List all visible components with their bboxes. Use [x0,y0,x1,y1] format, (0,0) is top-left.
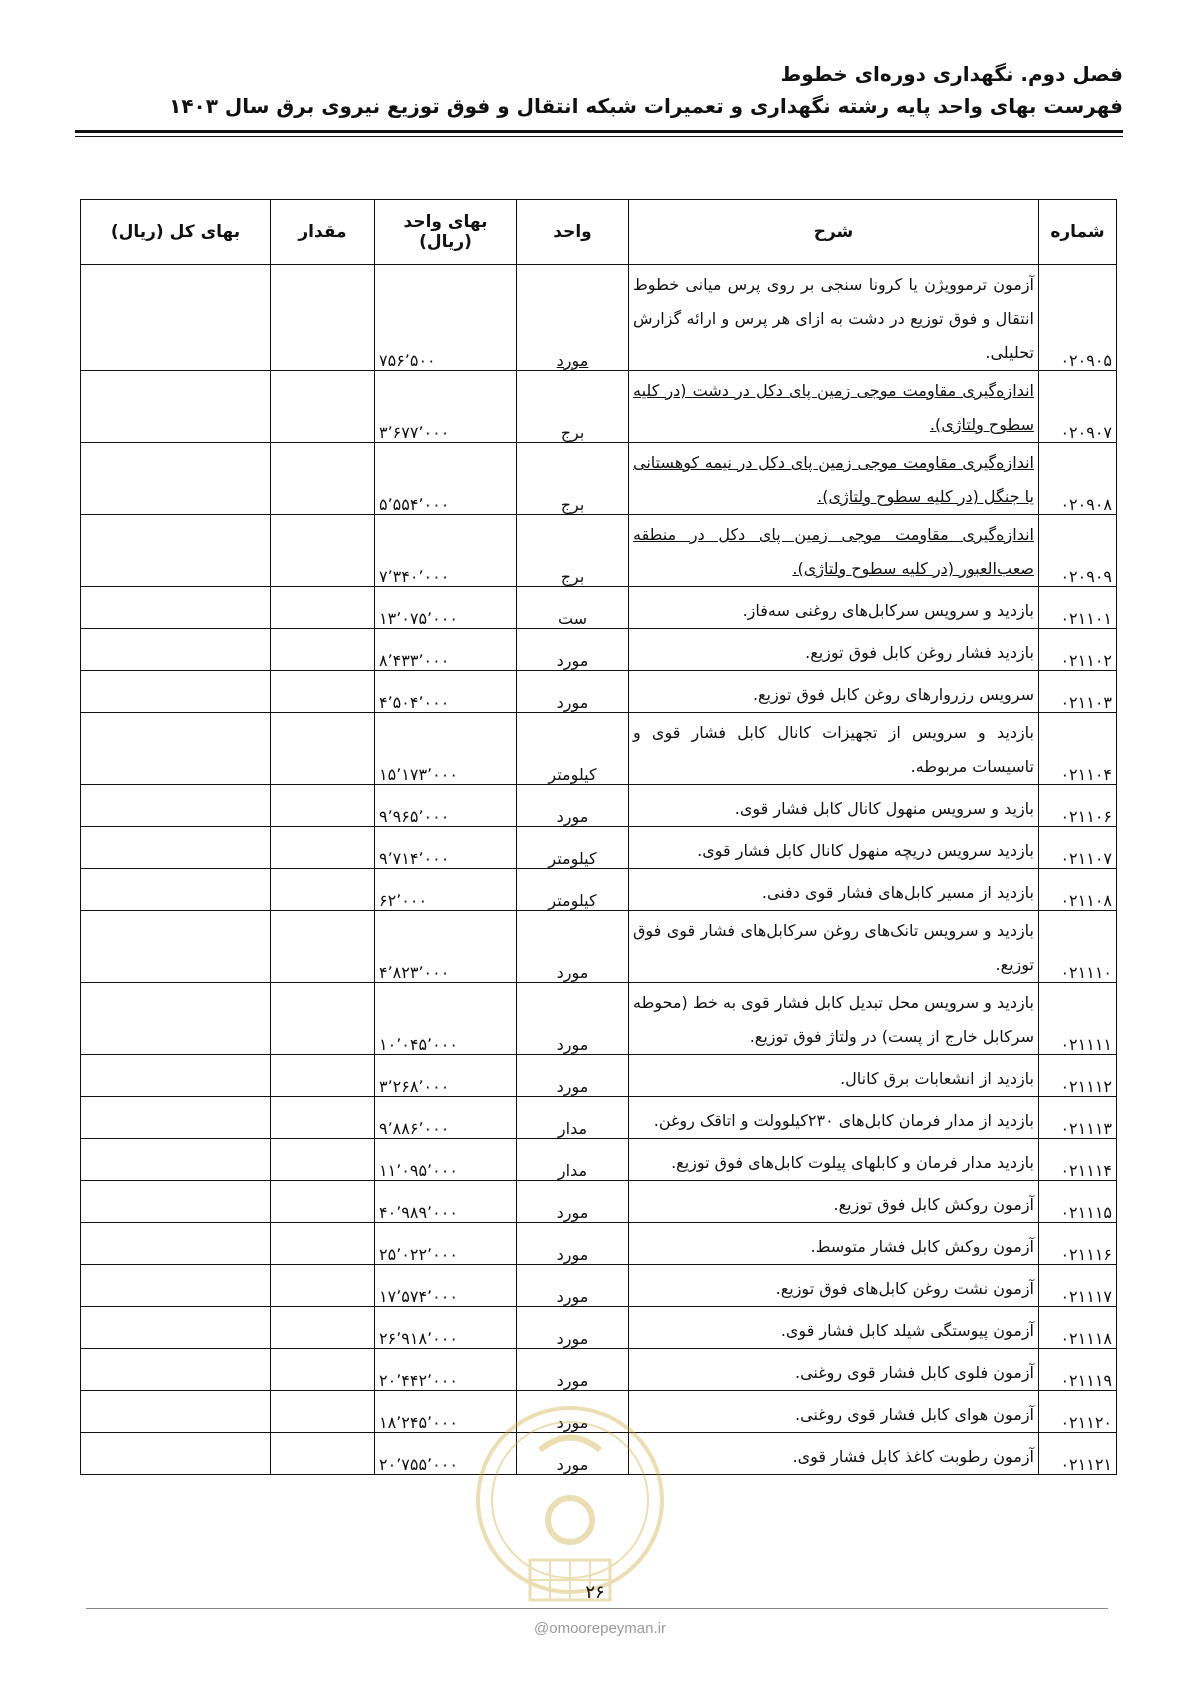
item-code: ۰۲۱۱۰۳ [1039,671,1117,713]
item-code: ۰۲۱۱۱۳ [1039,1097,1117,1139]
item-total-price [81,1265,271,1307]
item-total-price [81,1223,271,1265]
item-code: ۰۲۱۱۰۸ [1039,869,1117,911]
item-code: ۰۲۰۹۰۹ [1039,515,1117,587]
item-quantity [271,1181,375,1223]
item-description: بازدید و سرویس تانک‌های روغن سرکابل‌های فشار قوی فوق توزیع. [629,911,1039,983]
item-description: بازدید و سرویس سرکابل‌های روغنی سه‌فاز. [629,587,1039,629]
item-total-price [81,587,271,629]
item-quantity [271,1307,375,1349]
item-quantity [271,265,375,371]
item-unit: مورد [517,1055,629,1097]
item-unit: کیلومتر [517,869,629,911]
item-total-price [81,1181,271,1223]
footer-rule [86,1608,1108,1609]
item-unit-price: ۵٬۵۵۴٬۰۰۰ [375,443,517,515]
table-row [81,983,1117,1055]
item-quantity [271,629,375,671]
item-code: ۰۲۱۱۱۲ [1039,1055,1117,1097]
item-quantity [271,587,375,629]
item-unit-price: ۱۷٬۵۷۴٬۰۰۰ [375,1265,517,1307]
item-code: ۰۲۰۹۰۸ [1039,443,1117,515]
item-description: اندازه‌گیری مقاومت موجی زمین پای دکل در نیمه کوهستانی یا جنگل (در کلیه سطوح ولتاژی). [629,443,1039,515]
column-header-description: شرح [629,200,1039,265]
item-total-price [81,1097,271,1139]
item-code: ۰۲۰۹۰۵ [1039,265,1117,371]
item-quantity [271,443,375,515]
item-quantity [271,515,375,587]
table-row [81,713,1117,785]
item-code: ۰۲۱۱۱۸ [1039,1307,1117,1349]
item-description: بازدید و سرویس محل تبدیل کابل فشار قوی به خط (محوطه سرکابل خارج از پست) در ولتاژ فوق توزیع. [629,983,1039,1055]
table-row [81,1223,1117,1265]
item-unit-price: ۹٬۹۶۵٬۰۰۰ [375,785,517,827]
item-total-price [81,515,271,587]
item-description: آزمون هوای کابل فشار قوی روغنی. [629,1391,1039,1433]
page-number: ۲۶ [585,1582,605,1603]
item-unit: کیلومتر [517,827,629,869]
item-unit-price: ۲۰٬۷۵۵٬۰۰۰ [375,1433,517,1475]
item-description: آزمون فلوی کابل فشار قوی روغنی. [629,1349,1039,1391]
item-quantity [271,713,375,785]
item-unit: مورد [517,1391,629,1433]
item-code: ۰۲۱۱۰۶ [1039,785,1117,827]
table-row [81,265,1117,371]
item-code: ۰۲۱۱۱۰ [1039,911,1117,983]
item-description: بازدید مدار فرمان و کابلهای پیلوت کابل‌های فوق توزیع. [629,1139,1039,1181]
item-unit: مورد [517,1349,629,1391]
item-code: ۰۲۱۱۱۵ [1039,1181,1117,1223]
item-unit-price: ۱۳٬۰۷۵٬۰۰۰ [375,587,517,629]
table-row [81,1349,1117,1391]
table-row [81,587,1117,629]
item-total-price [81,265,271,371]
item-unit-price: ۳٬۶۷۷٬۰۰۰ [375,371,517,443]
item-code: ۰۲۱۱۱۱ [1039,983,1117,1055]
column-header-total-price: بهای کل (ریال) [81,200,271,265]
item-unit: مورد [517,629,629,671]
table-row [81,671,1117,713]
item-description: آزمون رطوبت کاغذ کابل فشار قوی. [629,1433,1039,1475]
item-description: بازدید و سرویس از تجهیزات کانال کابل فشار قوی و تاسیسات مربوطه. [629,713,1039,785]
item-unit-price: ۲۵٬۰۲۲٬۰۰۰ [375,1223,517,1265]
header-rule-thin [75,136,1123,137]
table-row [81,443,1117,515]
item-unit-price: ۷۵۶٬۵۰۰ [375,265,517,371]
item-unit: مورد [517,1433,629,1475]
item-total-price [81,1307,271,1349]
item-unit-price: ۴٬۵۰۴٬۰۰۰ [375,671,517,713]
item-quantity [271,1265,375,1307]
item-description: آزمون نشت روغن کابل‌های فوق توزیع. [629,1265,1039,1307]
item-code: ۰۲۱۱۰۱ [1039,587,1117,629]
item-code: ۰۲۰۹۰۷ [1039,371,1117,443]
item-quantity [271,785,375,827]
item-total-price [81,671,271,713]
table-row [81,1433,1117,1475]
item-quantity [271,1349,375,1391]
item-unit: کیلومتر [517,713,629,785]
item-quantity [271,1097,375,1139]
item-code: ۰۲۱۱۱۹ [1039,1349,1117,1391]
item-total-price [81,1433,271,1475]
item-unit-price: ۴٬۸۲۳٬۰۰۰ [375,911,517,983]
table-row [81,629,1117,671]
item-code: ۰۲۱۱۱۷ [1039,1265,1117,1307]
item-total-price [81,1349,271,1391]
item-unit: برج [517,371,629,443]
item-code: ۰۲۱۱۰۲ [1039,629,1117,671]
item-quantity [271,1139,375,1181]
item-quantity [271,911,375,983]
column-header-code: شماره [1039,200,1117,265]
item-unit-price: ۱۸٬۲۴۵٬۰۰۰ [375,1391,517,1433]
item-code: ۰۲۱۱۱۴ [1039,1139,1117,1181]
table-row [81,515,1117,587]
column-header-unit-price: بهای واحد (ریال) [375,200,517,265]
item-description: بازید و سرویس منهول کانال کابل فشار قوی. [629,785,1039,827]
item-unit-price: ۶۲٬۰۰۰ [375,869,517,911]
item-unit: مورد [517,785,629,827]
item-description: بازدید از مدار فرمان کابل‌های ۲۳۰کیلوولت و اتاقک روغن. [629,1097,1039,1139]
item-total-price [81,713,271,785]
item-unit: مدار [517,1097,629,1139]
table-row [81,1391,1117,1433]
item-description: بازدید سرویس دریچه منهول کانال کابل فشار قوی. [629,827,1039,869]
item-quantity [271,1055,375,1097]
item-total-price [81,785,271,827]
header-rule-thick [75,130,1123,133]
item-quantity [271,371,375,443]
column-header-unit: واحد [517,200,629,265]
item-unit: مورد [517,911,629,983]
item-quantity [271,869,375,911]
item-quantity [271,1223,375,1265]
item-quantity [271,827,375,869]
item-total-price [81,911,271,983]
item-code: ۰۲۱۱۰۴ [1039,713,1117,785]
item-unit: مورد [517,983,629,1055]
table-row [81,911,1117,983]
item-unit-price: ۳٬۲۶۸٬۰۰۰ [375,1055,517,1097]
table-row [81,1181,1117,1223]
item-total-price [81,869,271,911]
item-description: آزمون روکش کابل فوق توزیع. [629,1181,1039,1223]
table-row [81,371,1117,443]
item-description: آزمون روکش کابل فشار متوسط. [629,1223,1039,1265]
item-description: بازدید از مسیر کابل‌های فشار قوی دفنی. [629,869,1039,911]
item-quantity [271,983,375,1055]
table-row [81,1097,1117,1139]
item-unit: برج [517,443,629,515]
item-unit-price: ۲۰٬۴۴۲٬۰۰۰ [375,1349,517,1391]
item-code: ۰۲۱۱۱۶ [1039,1223,1117,1265]
item-description: اندازه‌گیری مقاومت موجی زمین پای دکل در دشت (در کلیه سطوح ولتاژی). [629,371,1039,443]
item-unit: مورد [517,1181,629,1223]
item-description: بازدید از انشعابات برق کانال. [629,1055,1039,1097]
item-unit-price: ۹٬۸۸۶٬۰۰۰ [375,1097,517,1139]
item-unit-price: ۱۱٬۰۹۵٬۰۰۰ [375,1139,517,1181]
website-watermark: @omoorepeyman.ir [534,1620,666,1637]
item-total-price [81,443,271,515]
page-header [75,58,1123,122]
item-unit-price: ۲۶٬۹۱۸٬۰۰۰ [375,1307,517,1349]
item-total-price [81,1139,271,1181]
item-unit-price: ۸٬۴۳۳٬۰۰۰ [375,629,517,671]
item-unit: مورد [517,1223,629,1265]
table-row [81,1055,1117,1097]
item-total-price [81,371,271,443]
item-total-price [81,827,271,869]
item-total-price [81,983,271,1055]
table-row [81,1139,1117,1181]
item-unit: مدار [517,1139,629,1181]
document-subtitle: فهرست بهای واحد پایه رشته نگهداری و تعمیرات شبکه انتقال و فوق توزیع نیروی برق سال ۱۴۰۳ [169,94,1123,118]
item-description: آزمون ترموویژن یا کرونا سنجی بر روی پرس میانی خطوط انتقال و فوق توزیع در دشت به ازای هر پرس و ارائه گزارش تحلیلی. [629,265,1039,371]
table-header-row [81,200,1117,265]
item-quantity [271,1433,375,1475]
item-unit-price: ۱۰٬۰۴۵٬۰۰۰ [375,983,517,1055]
item-code: ۰۲۱۱۰۷ [1039,827,1117,869]
item-unit: مورد [517,1307,629,1349]
item-unit-price: ۱۵٬۱۷۳٬۰۰۰ [375,713,517,785]
item-description: اندازه‌گیری مقاومت موجی زمین پای دکل در منطقه صعب‌العبور (در کلیه سطوح ولتاژی). [629,515,1039,587]
item-total-price [81,1391,271,1433]
price-list-table [80,199,1117,1475]
table-row [81,1307,1117,1349]
item-description: سرویس رزروارهای روغن کابل فوق توزیع. [629,671,1039,713]
item-unit: مورد [517,1265,629,1307]
table-row [81,1265,1117,1307]
item-unit-price: ۴۰٬۹۸۹٬۰۰۰ [375,1181,517,1223]
item-unit: مورد [517,671,629,713]
item-unit: برج [517,515,629,587]
item-total-price [81,1055,271,1097]
column-header-quantity: مقدار [271,200,375,265]
table-row [81,869,1117,911]
table-row [81,827,1117,869]
item-quantity [271,671,375,713]
item-unit-price: ۹٬۷۱۴٬۰۰۰ [375,827,517,869]
chapter-title: فصل دوم. نگهداری دوره‌ای خطوط [780,62,1123,86]
item-description: بازدید فشار روغن کابل فوق توزیع. [629,629,1039,671]
item-unit: ست [517,587,629,629]
item-unit-price: ۷٬۳۴۰٬۰۰۰ [375,515,517,587]
item-code: ۰۲۱۱۲۱ [1039,1433,1117,1475]
item-code: ۰۲۱۱۲۰ [1039,1391,1117,1433]
table-row [81,785,1117,827]
item-unit: مورد [517,265,629,371]
item-description: آزمون پیوستگی شیلد کابل فشار قوی. [629,1307,1039,1349]
item-quantity [271,1391,375,1433]
item-total-price [81,629,271,671]
